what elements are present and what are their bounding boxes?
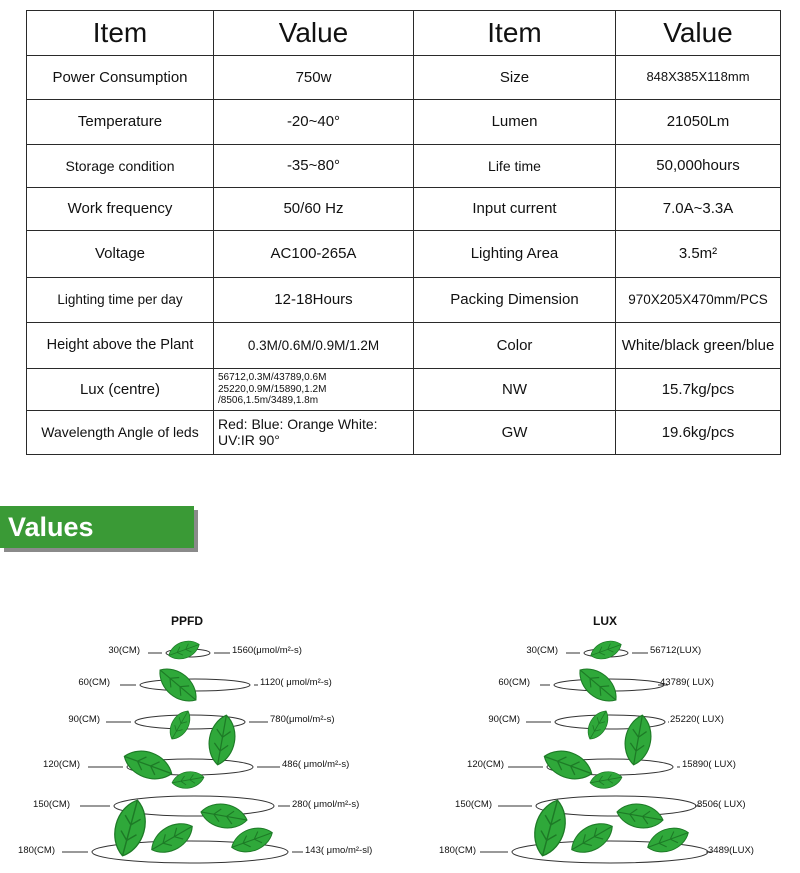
row-value: 56712,0.3M/43789,0.6M 25220,0.9M/15890,1.2M /8506,1.5m/3489,1.8m bbox=[214, 369, 414, 411]
row-value: -35~80° bbox=[214, 145, 414, 188]
lux-title: LUX bbox=[593, 614, 617, 628]
lux-reading-60: 43789( LUX) bbox=[660, 677, 714, 688]
leaf-icon bbox=[583, 707, 613, 743]
ppfd-height-120: 120(CM) bbox=[43, 759, 80, 770]
row-item: Voltage bbox=[27, 231, 214, 278]
row-value: Red: Blue: Orange White: UV:IR 90° bbox=[214, 411, 414, 455]
leaf-icon bbox=[166, 637, 202, 663]
ppfd-reading-180: 143( μmo/m²-sl) bbox=[305, 845, 373, 856]
leaf-icon bbox=[615, 800, 665, 831]
leaf-icon bbox=[153, 661, 204, 709]
row-item: Size bbox=[414, 56, 616, 100]
lux-height-180: 180(CM) bbox=[439, 845, 476, 856]
row-value: -20~40° bbox=[214, 100, 414, 145]
row-value: 50,000hours bbox=[616, 145, 781, 188]
row-value: 21050Lm bbox=[616, 100, 781, 145]
ppfd-height-180: 180(CM) bbox=[18, 845, 55, 856]
ppfd-reading-120: 486( μmol/m²-s) bbox=[282, 759, 350, 770]
lux-diagram bbox=[400, 600, 800, 870]
row-value: 848X385X118mm bbox=[616, 56, 781, 100]
ppfd-title: PPFD bbox=[170, 614, 203, 628]
row-value: 50/60 Hz bbox=[214, 188, 414, 231]
header-item-2: Item bbox=[414, 11, 616, 56]
table-row bbox=[27, 369, 781, 411]
leaf-icon bbox=[146, 816, 198, 860]
row-value: 19.6kg/pcs bbox=[616, 411, 781, 455]
lux-reading-180: 3489(LUX) bbox=[708, 845, 754, 856]
leaf-icon bbox=[109, 796, 152, 859]
leaf-icon bbox=[529, 796, 572, 859]
lux-height-60: 60(CM) bbox=[498, 677, 530, 688]
row-value: 15.7kg/pcs bbox=[616, 369, 781, 411]
lux-height-30: 30(CM) bbox=[526, 645, 558, 656]
leaf-icon bbox=[120, 745, 176, 786]
values-section-banner: Values bbox=[0, 506, 194, 548]
table-row bbox=[27, 100, 781, 145]
leaf-icon bbox=[165, 707, 195, 743]
ppfd-diagram bbox=[0, 600, 400, 870]
ppfd-height-30: 30(CM) bbox=[108, 645, 140, 656]
lux-graphic bbox=[400, 600, 800, 870]
ppfd-reading-60: 1120( μmol/m²-s) bbox=[260, 677, 332, 688]
row-value: 970X205X470mm/PCS bbox=[616, 278, 781, 323]
leaf-icon bbox=[573, 661, 624, 709]
row-item: Lighting Area bbox=[414, 231, 616, 278]
row-item: Temperature bbox=[27, 100, 214, 145]
header-value-2: Value bbox=[616, 11, 781, 56]
leaf-icon bbox=[171, 769, 206, 791]
ppfd-reading-30: 1560(μmol/m²-s) bbox=[232, 645, 302, 656]
row-item: Storage condition bbox=[27, 145, 214, 188]
row-value: 12-18Hours bbox=[214, 278, 414, 323]
ppfd-height-150: 150(CM) bbox=[33, 799, 70, 810]
ppfd-leaves bbox=[109, 637, 276, 860]
spec-table bbox=[26, 10, 781, 455]
row-value: 750w bbox=[214, 56, 414, 100]
row-value: 3.5m² bbox=[616, 231, 781, 278]
lux-height-120: 120(CM) bbox=[467, 759, 504, 770]
lux-height-150: 150(CM) bbox=[455, 799, 492, 810]
table-row bbox=[27, 323, 781, 369]
lux-reading-120: 15890( LUX) bbox=[682, 759, 736, 770]
row-item: Packing Dimension bbox=[414, 278, 616, 323]
lux-leaves bbox=[529, 637, 692, 860]
row-item: GW bbox=[414, 411, 616, 455]
ppfd-reading-150: 280( μmol/m²-s) bbox=[292, 799, 360, 810]
row-item: Input current bbox=[414, 188, 616, 231]
table-row bbox=[27, 231, 781, 278]
header-item-1: Item bbox=[27, 11, 214, 56]
ppfd-height-60: 60(CM) bbox=[78, 677, 110, 688]
row-item: NW bbox=[414, 369, 616, 411]
table-row bbox=[27, 278, 781, 323]
leaf-icon bbox=[540, 745, 596, 786]
table-row bbox=[27, 56, 781, 100]
row-value: White/black green/blue bbox=[616, 323, 781, 369]
row-item: Life time bbox=[414, 145, 616, 188]
leaf-icon bbox=[588, 637, 624, 663]
ppfd-reading-90: 780(μmol/m²-s) bbox=[270, 714, 335, 725]
row-item: Lighting time per day bbox=[27, 278, 214, 323]
table-row bbox=[27, 145, 781, 188]
table-header-row bbox=[27, 11, 781, 56]
row-item: Power Consumption bbox=[27, 56, 214, 100]
row-item: Wavelength Angle of leds bbox=[27, 411, 214, 455]
row-item: Work frequency bbox=[27, 188, 214, 231]
ppfd-height-90: 90(CM) bbox=[68, 714, 100, 725]
leaf-icon bbox=[589, 769, 624, 791]
row-value: 7.0A~3.3A bbox=[616, 188, 781, 231]
ppfd-graphic bbox=[0, 600, 400, 870]
leaf-icon bbox=[566, 816, 618, 860]
row-item: Color bbox=[414, 323, 616, 369]
leaf-icon bbox=[199, 800, 249, 831]
table-row bbox=[27, 188, 781, 231]
row-item: Height above the Plant bbox=[27, 323, 214, 369]
header-value-1: Value bbox=[214, 11, 414, 56]
lux-height-90: 90(CM) bbox=[488, 714, 520, 725]
row-value: AC100-265A bbox=[214, 231, 414, 278]
row-item: Lumen bbox=[414, 100, 616, 145]
table-row bbox=[27, 411, 781, 455]
lux-reading-150: 8506( LUX) bbox=[697, 799, 746, 810]
row-item: Lux (centre) bbox=[27, 369, 214, 411]
lux-reading-90: 25220( LUX) bbox=[670, 714, 724, 725]
lux-reading-30: 56712(LUX) bbox=[650, 645, 702, 656]
row-value: 0.3M/0.6M/0.9M/1.2M bbox=[214, 323, 414, 369]
